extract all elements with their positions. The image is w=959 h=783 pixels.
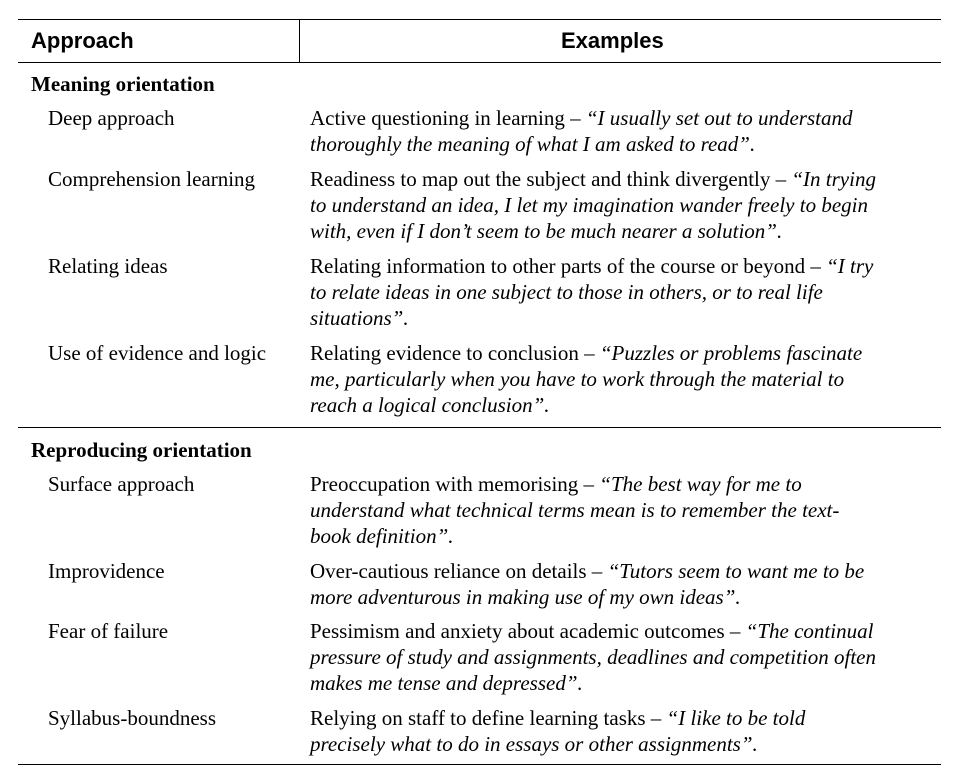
example-text: Over-cautious reliance on details – xyxy=(310,559,608,583)
group-divider-rule xyxy=(18,427,941,428)
example-quote: “I usually set out to understand xyxy=(585,106,853,130)
example-cell xyxy=(310,166,938,244)
approach-label: Syllabus-boundness xyxy=(48,706,216,730)
example-quote: “I like to be told xyxy=(666,706,806,730)
example-quote: “In trying xyxy=(791,167,876,191)
group-title-reproducing-orientation: Reproducing orientation xyxy=(31,438,252,462)
example-text: Relating information to other parts of the course or beyond – xyxy=(310,254,827,278)
example-quote: “Puzzles or problems fascinate xyxy=(599,341,863,365)
header-column-divider xyxy=(299,19,300,62)
example-cell xyxy=(310,618,938,696)
approach-label: Fear of failure xyxy=(48,619,169,643)
approach-label: Surface approach xyxy=(48,472,195,496)
approach-label: Comprehension learning xyxy=(48,167,256,191)
example-quote: precisely what to do in essays or other assignments”. xyxy=(310,732,758,756)
example-line xyxy=(310,340,938,366)
example-quote: me, particularly when you have to work through the material to xyxy=(310,367,845,391)
example-line xyxy=(310,253,938,279)
example-line xyxy=(310,618,938,644)
example-line xyxy=(310,558,938,584)
example-text: Pessimism and anxiety about academic outcomes – xyxy=(310,619,746,643)
example-cell xyxy=(310,705,938,757)
example-cell xyxy=(310,253,938,331)
column-header-examples: Examples xyxy=(561,28,664,53)
example-cell xyxy=(310,340,938,418)
example-quote: “I try xyxy=(826,254,874,278)
example-quote: “The continual xyxy=(745,619,874,643)
example-text: Preoccupation with memorising – xyxy=(310,472,600,496)
example-text: Relating evidence to conclusion – xyxy=(310,341,600,365)
approach-label: Deep approach xyxy=(48,106,175,130)
example-line xyxy=(310,105,938,131)
example-line xyxy=(310,471,938,497)
approach-label: Improvidence xyxy=(48,559,165,583)
example-quote: to understand an idea, I let my imagination wander freely to begin xyxy=(310,193,868,217)
example-quote: more adventurous in making use of my own ideas”. xyxy=(310,585,741,609)
approach-label: Relating ideas xyxy=(48,254,168,278)
example-quote: situations”. xyxy=(310,306,409,330)
example-text: Relying on staff to define learning tasks – xyxy=(310,706,667,730)
example-quote: reach a logical conclusion”. xyxy=(310,393,550,417)
header-rule xyxy=(18,62,941,63)
example-quote: understand what technical terms mean is to remember the text- xyxy=(310,498,840,522)
approach-label: Use of evidence and logic xyxy=(48,341,267,365)
example-text: Readiness to map out the subject and think divergently – xyxy=(310,167,792,191)
example-cell xyxy=(310,105,938,157)
example-quote: “Tutors seem to want me to be xyxy=(607,559,865,583)
example-quote: with, even if I don’t seem to be much nearer a solution”. xyxy=(310,219,783,243)
example-quote: book definition”. xyxy=(310,524,454,548)
example-cell xyxy=(310,558,938,610)
column-header-approach: Approach xyxy=(31,28,134,53)
table-top-rule xyxy=(18,19,941,20)
example-cell xyxy=(310,471,938,549)
example-line xyxy=(310,705,938,731)
example-text: Active questioning in learning – xyxy=(310,106,586,130)
example-quote: makes me tense and depressed”. xyxy=(310,671,583,695)
example-quote: pressure of study and assignments, deadlines and competition often xyxy=(310,645,876,669)
group-title-meaning-orientation: Meaning orientation xyxy=(31,72,215,96)
example-line xyxy=(310,166,938,192)
example-quote: “The best way for me to xyxy=(599,472,802,496)
example-quote: thoroughly the meaning of what I am asked to read”. xyxy=(310,132,756,156)
example-quote: to relate ideas in one subject to those in others, or to real life xyxy=(310,280,823,304)
table-bottom-rule xyxy=(18,764,941,765)
